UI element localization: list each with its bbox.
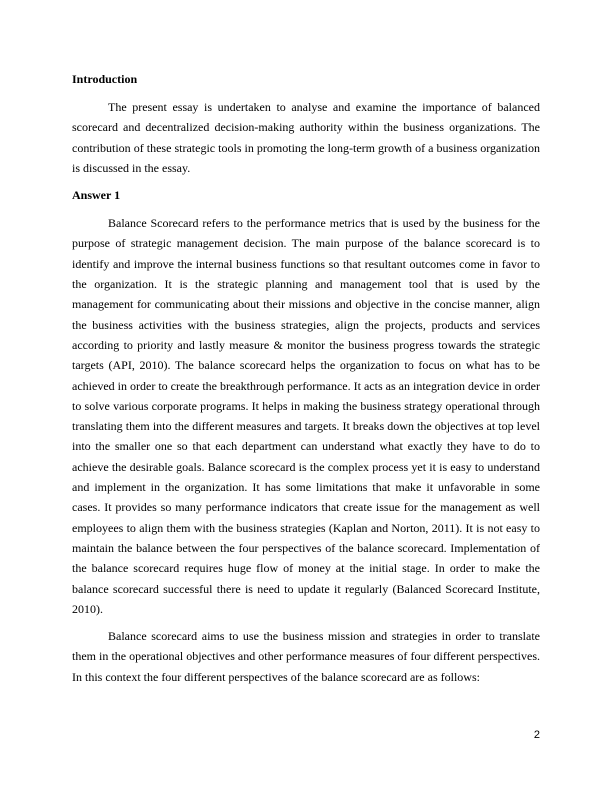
answer-1-paragraph-1: Balance Scorecard refers to the performance metrics that is used by the business for the purpose of strategic management decision. The main purpose of the balance scorecard is to identify and improve the internal business functions so that resultant outcomes come in favor to the organization. It is the strategic planning and management tool that is used by the management for communicating about their missions and objective in the concise manner, align the business activities with the business strategies, align the projects, products and services according to priority and lastly measure & monitor the business progress towards the strategic targets (API, 2010). The balance scorecard helps the organization to focus on what has to be achieved in order to create the breakthrough performance. It acts as an integration device in order to solve various corporate programs. It helps in making the business strategy operational through translating them into the different measures and targets. It breaks down the objectives at top level into the smaller one so that each department can understand what exactly they have to do to achieve the desirable goals. Balance scorecard is the complex process yet it is easy to understand and implement in the organization. It has some limitations that make it unfavorable in some cases. It provides so many performance indicators that create issue for the management as well employees to align them with the business strategies (Kaplan and Norton, 2011). It is not easy to maintain the balance between the four perspectives of the balance scorecard. Implementation of the balance scorecard requires huge flow of money at the initial stage. In order to make the balance scorecard successful there is need to update it regularly (Balanced Scorecard Institute, 2010). bbox=[72, 216, 540, 616]
introduction-paragraph: The present essay is undertaken to analyse and examine the importance of balanced scorecard and decentralized decision-making authority within the business organizations. The contribution of these strategic tools in promoting the long-term growth of a business organization is discussed in the essay. bbox=[72, 100, 540, 175]
answer-1-paragraph-2: Balance scorecard aims to use the business mission and strategies in order to translate them in the operational objectives and other performance measures of four different perspectives. In this context the four different perspectives of the balance scorecard are as follows: bbox=[72, 629, 540, 684]
section-heading-introduction: Introduction bbox=[72, 72, 138, 86]
section-heading-answer-1: Answer 1 bbox=[72, 188, 121, 203]
page-body bbox=[72, 69, 540, 687]
page-number: 2 bbox=[533, 729, 540, 741]
